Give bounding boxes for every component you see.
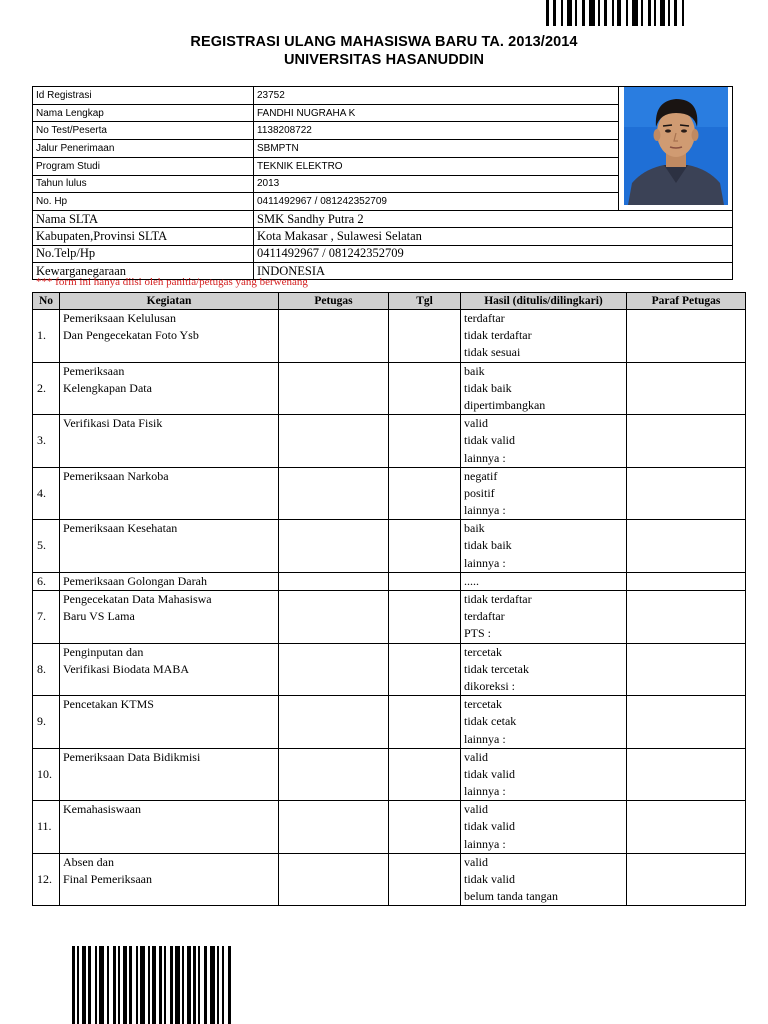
barcode-bar (182, 946, 184, 1024)
barcode-bar (77, 946, 79, 1024)
barcode-bar (148, 946, 150, 1024)
result-cell (461, 853, 627, 906)
activity-line: Verifikasi Biodata MABA (63, 661, 189, 676)
result-option: tidak sesuai (464, 345, 521, 360)
barcode-bar (198, 946, 200, 1024)
row-number: 7. (33, 591, 60, 644)
activity-line: Pemeriksaan Kesehatan (63, 521, 178, 536)
field-value: 0411492967 / 081242352709 (254, 245, 733, 262)
date-cell (389, 310, 461, 363)
result-option: PTS : (464, 626, 492, 641)
verification-table (32, 292, 746, 906)
activity-line (63, 502, 275, 519)
activity-cell (60, 696, 279, 749)
barcode-bar (617, 0, 621, 26)
activity-line (63, 888, 275, 905)
activity-line: Verifikasi Data Fisik (63, 416, 163, 431)
result-option: ..... (464, 573, 479, 588)
result-option: lainnya : (464, 450, 506, 465)
barcode-bar (99, 946, 104, 1024)
row-number: 10. (33, 748, 60, 801)
officer-cell (279, 572, 389, 590)
barcode-bar (604, 0, 607, 26)
table-row (33, 643, 746, 696)
signature-cell (627, 310, 746, 363)
officer-cell (279, 467, 389, 520)
result-option: tercetak (464, 644, 502, 659)
field-label: Nama SLTA (33, 211, 254, 228)
activity-cell (60, 362, 279, 415)
result-cell (461, 520, 627, 573)
signature-cell (627, 572, 746, 590)
result-option: tidak valid (464, 819, 515, 834)
activity-line (63, 537, 275, 554)
barcode-bar (217, 946, 219, 1024)
field-label: Tahun lulus (33, 175, 254, 193)
activity-line (63, 432, 275, 449)
officer-cell (279, 362, 389, 415)
result-option: tidak valid (464, 766, 515, 781)
result-option: negatif (464, 468, 498, 483)
barcode-bar (589, 0, 595, 26)
result-option: terdaftar (464, 311, 505, 325)
panel-note: *** form ini hanya diisi oleh panitia/petugas yang berwenang (36, 276, 308, 288)
date-cell (389, 572, 461, 590)
col-header-tgl: Tgl (389, 293, 461, 310)
barcode-bar (648, 0, 651, 26)
activity-cell (60, 748, 279, 801)
activity-line: Pengecekatan Data Mahasiswa (63, 592, 212, 607)
barcode-bar (575, 0, 577, 26)
activity-line: Kemahasiswaan (63, 802, 141, 817)
field-value: 2013 (254, 175, 619, 193)
date-cell (389, 520, 461, 573)
field-value: 0411492967 / 081242352709 (254, 193, 619, 211)
activity-line (63, 397, 275, 414)
row-number: 4. (33, 467, 60, 520)
activity-line (63, 450, 275, 467)
result-cell (461, 362, 627, 415)
activity-line: Pemeriksaan (63, 363, 125, 378)
date-cell (389, 362, 461, 415)
barcode-bar (210, 946, 215, 1024)
result-cell (461, 572, 627, 590)
signature-cell (627, 467, 746, 520)
barcode-bar (118, 946, 120, 1024)
barcode-bar (682, 0, 684, 26)
officer-cell (279, 591, 389, 644)
activity-cell (60, 591, 279, 644)
table-row (33, 415, 746, 468)
barcode-bar (164, 946, 166, 1024)
signature-cell (627, 748, 746, 801)
activity-cell (60, 520, 279, 573)
barcode-bar (612, 0, 614, 26)
activity-line (63, 731, 275, 748)
barcode-bar (123, 946, 127, 1024)
result-option: tidak baik (464, 538, 512, 553)
barcode-bar (567, 0, 572, 26)
barcode-bar (72, 946, 75, 1024)
activity-line (63, 344, 275, 361)
result-option: tidak cetak (464, 714, 517, 729)
table-row (33, 853, 746, 906)
result-option: tidak tercetak (464, 661, 529, 676)
result-option: valid (464, 416, 488, 431)
activity-line: Dan Pengecekatan Foto Ysb (63, 328, 199, 343)
barcode-bar (175, 946, 180, 1024)
date-cell (389, 643, 461, 696)
barcode-bar (159, 946, 162, 1024)
row-number: 9. (33, 696, 60, 749)
table-row (33, 591, 746, 644)
barcode-bar (660, 0, 665, 26)
field-label: No. Hp (33, 193, 254, 211)
person-photo-icon (624, 87, 728, 205)
activity-line: Pencetakan KTMS (63, 697, 154, 712)
barcode-bar (641, 0, 643, 26)
signature-cell (627, 801, 746, 854)
barcode-bar (626, 0, 628, 26)
page-title: REGISTRASI ULANG MAHASISWA BARU TA. 2013/2014 (190, 34, 578, 50)
row-number: 1. (33, 310, 60, 363)
result-option: lainnya : (464, 503, 506, 518)
date-cell (389, 853, 461, 906)
result-option: terdaftar (464, 609, 505, 624)
activity-cell (60, 310, 279, 363)
row-number: 2. (33, 362, 60, 415)
activity-line (63, 766, 275, 783)
result-option: tidak valid (464, 433, 515, 448)
activity-line (63, 783, 275, 800)
signature-cell (627, 696, 746, 749)
barcode-bar (222, 946, 224, 1024)
table-row (33, 572, 746, 590)
row-number: 11. (33, 801, 60, 854)
barcode-bar (140, 946, 145, 1024)
field-label: Program Studi (33, 157, 254, 175)
table-row (33, 520, 746, 573)
table-row (33, 748, 746, 801)
field-value: Kota Makasar , Sulawesi Selatan (254, 228, 733, 245)
result-option: positif (464, 485, 495, 500)
barcode-bar (107, 946, 109, 1024)
table-header-row (33, 293, 746, 310)
activity-line: Penginputan dan (63, 644, 144, 659)
officer-cell (279, 748, 389, 801)
barcode-bar (95, 946, 97, 1024)
activity-line (63, 555, 275, 572)
activity-cell (60, 853, 279, 906)
field-label: Jalur Penerimaan (33, 140, 254, 158)
col-header-petugas: Petugas (279, 293, 389, 310)
date-cell (389, 591, 461, 644)
activity-line (63, 625, 275, 642)
activity-line: Final Pemeriksaan (63, 872, 152, 887)
result-option: tidak terdaftar (464, 328, 532, 343)
student-photo (619, 87, 733, 211)
result-option: valid (464, 802, 488, 817)
barcode-bar (553, 0, 556, 26)
field-value: INDONESIA (254, 262, 733, 279)
date-cell (389, 467, 461, 520)
field-value: FANDHI NUGRAHA K (254, 104, 619, 122)
activity-line: Pemeriksaan Kelulusan (63, 311, 176, 325)
result-option: tidak terdaftar (464, 592, 532, 607)
result-cell (461, 591, 627, 644)
result-option: belum tanda tangan (464, 889, 558, 904)
result-option: lainnya : (464, 555, 506, 570)
school-row (33, 245, 733, 262)
result-cell (461, 415, 627, 468)
school-row (33, 211, 733, 228)
barcode-bar (632, 0, 638, 26)
activity-line: Pemeriksaan Golongan Darah (63, 573, 207, 588)
signature-cell (627, 591, 746, 644)
activity-cell (60, 801, 279, 854)
result-option: valid (464, 854, 488, 869)
field-label: Kabupaten,Provinsi SLTA (33, 228, 254, 245)
field-value: SMK Sandhy Putra 2 (254, 211, 733, 228)
result-option: dipertimbangkan (464, 397, 546, 412)
activity-cell (60, 415, 279, 468)
activity-line: Pemeriksaan Narkoba (63, 468, 169, 483)
field-value: 23752 (254, 87, 619, 105)
row-number: 5. (33, 520, 60, 573)
field-value: SBMPTN (254, 140, 619, 158)
barcode-bar (546, 0, 549, 26)
col-header-no: No (33, 293, 60, 310)
barcode-bar (582, 0, 585, 26)
barcode-bar (193, 946, 196, 1024)
barcode-bar (187, 946, 191, 1024)
table-row (33, 467, 746, 520)
barcode-bottom (72, 946, 246, 1024)
officer-cell (279, 520, 389, 573)
signature-cell (627, 520, 746, 573)
activity-line (63, 818, 275, 835)
school-row (33, 228, 733, 245)
field-label: Nama Lengkap (33, 104, 254, 122)
col-header-paraf: Paraf Petugas (627, 293, 746, 310)
barcode-bar (598, 0, 600, 26)
result-option: baik (464, 521, 485, 536)
result-cell (461, 696, 627, 749)
result-option: tidak baik (464, 380, 512, 395)
result-option: tidak valid (464, 872, 515, 887)
result-option: dikoreksi : (464, 678, 515, 693)
barcode-bar (674, 0, 677, 26)
officer-cell (279, 643, 389, 696)
barcode-bar (561, 0, 563, 26)
activity-line (63, 485, 275, 502)
col-header-kegiatan: Kegiatan (60, 293, 279, 310)
barcode-bar (654, 0, 656, 26)
date-cell (389, 415, 461, 468)
result-cell (461, 467, 627, 520)
student-info-table (32, 86, 733, 280)
row-number: 3. (33, 415, 60, 468)
activity-line: Absen dan (63, 854, 114, 869)
barcode-bar (228, 946, 231, 1024)
barcode-bar (170, 946, 173, 1024)
barcode-bar (668, 0, 670, 26)
date-cell (389, 748, 461, 801)
result-cell (461, 801, 627, 854)
field-label: No.Telp/Hp (33, 245, 254, 262)
result-cell (461, 310, 627, 363)
activity-cell (60, 467, 279, 520)
row-number: 8. (33, 643, 60, 696)
signature-cell (627, 853, 746, 906)
officer-cell (279, 696, 389, 749)
result-option: lainnya : (464, 784, 506, 799)
officer-cell (279, 801, 389, 854)
activity-line: Baru VS Lama (63, 609, 135, 624)
activity-line (63, 836, 275, 853)
activity-cell (60, 643, 279, 696)
activity-line (63, 713, 275, 730)
barcode-bar (113, 946, 116, 1024)
barcode-bar (129, 946, 132, 1024)
activity-line: Kelengkapan Data (63, 380, 152, 395)
result-option: lainnya : (464, 836, 506, 851)
table-row (33, 362, 746, 415)
barcode-bar (82, 946, 86, 1024)
table-row (33, 801, 746, 854)
officer-cell (279, 310, 389, 363)
activity-line: Pemeriksaan Data Bidikmisi (63, 749, 201, 764)
row-number: 6. (33, 572, 60, 590)
table-row (33, 696, 746, 749)
result-option: lainnya : (464, 731, 506, 746)
activity-cell (60, 572, 279, 590)
col-header-hasil: Hasil (ditulis/dilingkari) (461, 293, 627, 310)
field-label: No Test/Peserta (33, 122, 254, 140)
page-subtitle: UNIVERSITAS HASANUDDIN (283, 52, 485, 68)
date-cell (389, 801, 461, 854)
barcode-bar (152, 946, 156, 1024)
field-value: 1138208722 (254, 122, 619, 140)
result-option: valid (464, 749, 488, 764)
result-option: tercetak (464, 697, 502, 712)
row-number: 12. (33, 853, 60, 906)
officer-cell (279, 853, 389, 906)
result-option: baik (464, 363, 485, 378)
activity-line (63, 678, 275, 695)
signature-cell (627, 643, 746, 696)
signature-cell (627, 415, 746, 468)
field-label: Kewarganegaraan (33, 262, 254, 279)
result-cell (461, 748, 627, 801)
barcode-bar (88, 946, 91, 1024)
barcode-bar (204, 946, 207, 1024)
officer-cell (279, 415, 389, 468)
field-label: Id Registrasi (33, 87, 254, 105)
result-cell (461, 643, 627, 696)
barcode-top (546, 0, 722, 26)
barcode-bar (136, 946, 138, 1024)
signature-cell (627, 362, 746, 415)
table-row (33, 310, 746, 363)
info-row (33, 87, 733, 105)
date-cell (389, 696, 461, 749)
field-value: TEKNIK ELEKTRO (254, 157, 619, 175)
